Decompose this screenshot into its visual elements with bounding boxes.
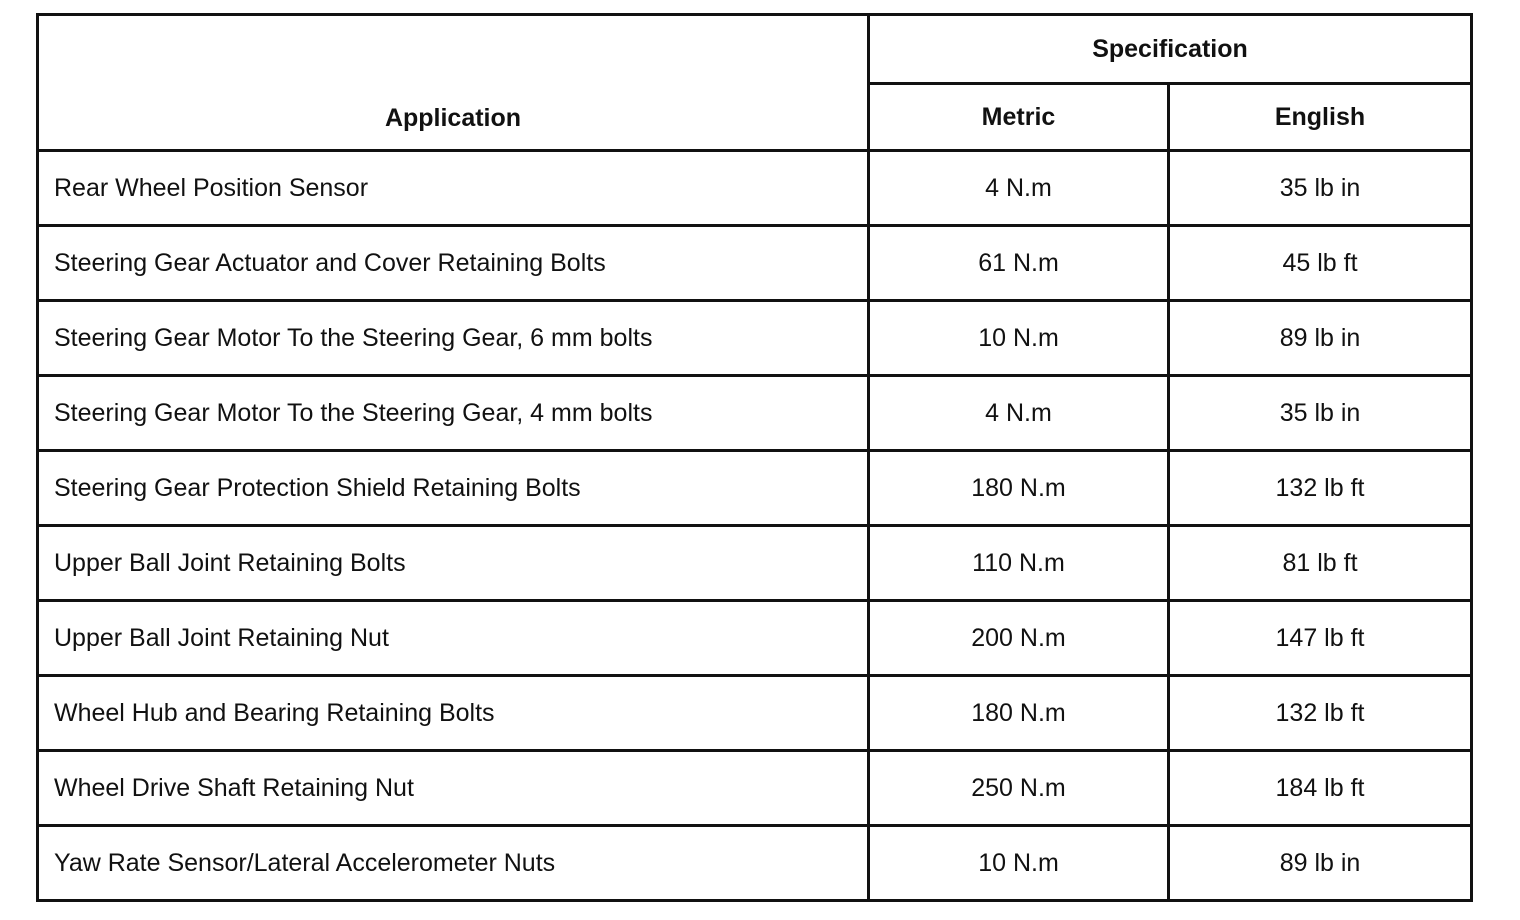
application-cell: Yaw Rate Sensor/Lateral Accelerometer Nuts	[38, 826, 869, 901]
application-cell: Steering Gear Motor To the Steering Gear, 4 mm bolts	[38, 376, 869, 451]
table-row	[38, 451, 1472, 526]
table-row	[38, 676, 1472, 751]
table-row	[38, 526, 1472, 601]
english-cell: 132 lb ft	[1169, 676, 1472, 751]
english-cell: 81 lb ft	[1169, 526, 1472, 601]
application-cell: Steering Gear Actuator and Cover Retaining Bolts	[38, 226, 869, 301]
english-cell: 89 lb in	[1169, 301, 1472, 376]
english-cell: 184 lb ft	[1169, 751, 1472, 826]
metric-cell: 200 N.m	[869, 601, 1169, 676]
english-header: English	[1169, 84, 1472, 151]
metric-cell: 180 N.m	[869, 451, 1169, 526]
metric-cell: 110 N.m	[869, 526, 1169, 601]
table-row	[38, 301, 1472, 376]
metric-cell: 4 N.m	[869, 151, 1169, 226]
english-cell: 89 lb in	[1169, 826, 1472, 901]
english-cell: 45 lb ft	[1169, 226, 1472, 301]
metric-cell: 180 N.m	[869, 676, 1169, 751]
application-cell: Wheel Drive Shaft Retaining Nut	[38, 751, 869, 826]
application-cell: Upper Ball Joint Retaining Bolts	[38, 526, 869, 601]
table-row	[38, 601, 1472, 676]
table-row	[38, 226, 1472, 301]
english-cell: 35 lb in	[1169, 376, 1472, 451]
table-row	[38, 826, 1472, 901]
metric-cell: 10 N.m	[869, 826, 1169, 901]
application-cell: Wheel Hub and Bearing Retaining Bolts	[38, 676, 869, 751]
specification-header: Specification	[869, 15, 1472, 84]
application-cell: Rear Wheel Position Sensor	[38, 151, 869, 226]
metric-cell: 10 N.m	[869, 301, 1169, 376]
application-cell: Steering Gear Protection Shield Retaining Bolts	[38, 451, 869, 526]
metric-cell: 250 N.m	[869, 751, 1169, 826]
table-row	[38, 376, 1472, 451]
table-body	[38, 151, 1472, 901]
table-header	[38, 15, 1472, 151]
metric-cell: 4 N.m	[869, 376, 1169, 451]
application-cell: Upper Ball Joint Retaining Nut	[38, 601, 869, 676]
metric-cell: 61 N.m	[869, 226, 1169, 301]
english-cell: 35 lb in	[1169, 151, 1472, 226]
table-row	[38, 151, 1472, 226]
english-cell: 147 lb ft	[1169, 601, 1472, 676]
table-row	[38, 751, 1472, 826]
english-cell: 132 lb ft	[1169, 451, 1472, 526]
metric-header: Metric	[869, 84, 1169, 151]
application-header: Application	[38, 15, 869, 151]
application-cell: Steering Gear Motor To the Steering Gear, 6 mm bolts	[38, 301, 869, 376]
header-row-top	[38, 15, 1472, 84]
torque-spec-table	[36, 13, 1473, 902]
